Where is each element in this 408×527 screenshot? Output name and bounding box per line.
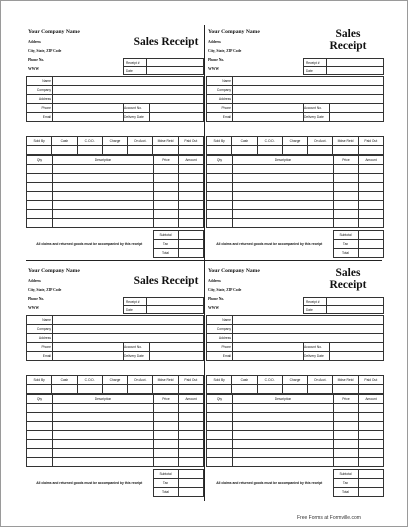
totals-table (206, 230, 384, 258)
address-label: Address (27, 334, 53, 343)
on-account-header: On Acct. (128, 376, 153, 385)
date-field[interactable] (123, 66, 204, 75)
tax-field[interactable] (358, 240, 384, 249)
table-row (27, 183, 204, 192)
payment-cell[interactable] (27, 385, 52, 394)
name-field[interactable] (53, 316, 204, 325)
table-row (207, 449, 384, 458)
delivery-date-label: Delivery Date (304, 352, 330, 361)
subtotal-label: Subtotal (153, 470, 178, 479)
email-field[interactable] (53, 113, 124, 122)
tax-field[interactable] (178, 479, 204, 488)
payment-cell[interactable] (52, 146, 77, 155)
payment-cell[interactable] (232, 385, 257, 394)
total-label: Total (153, 488, 178, 497)
address-label: Address (207, 95, 233, 104)
amount-header: Amount (359, 156, 384, 165)
table-row (27, 449, 204, 458)
account-no-label: Account No. (304, 343, 330, 352)
phone-field[interactable] (53, 104, 124, 113)
name-label: Name (27, 316, 53, 325)
table-row (27, 201, 204, 210)
delivery-date-field[interactable] (150, 352, 204, 361)
total-field[interactable] (358, 488, 384, 497)
account-no-field[interactable] (330, 104, 384, 113)
account-no-label: Account No. (124, 104, 150, 113)
company-www: WWW (28, 306, 40, 310)
charge-header: Charge (282, 376, 307, 385)
name-field[interactable] (233, 77, 384, 86)
mdse-retd-header: Mdse Retd (333, 137, 358, 146)
company-www: WWW (28, 67, 40, 71)
address-field[interactable] (53, 334, 204, 343)
payment-cell[interactable] (153, 146, 178, 155)
account-no-label: Account No. (304, 104, 330, 113)
sold-by-header: Sold By (27, 376, 52, 385)
amount-header: Amount (179, 156, 204, 165)
subtotal-field[interactable] (358, 231, 384, 240)
company-field[interactable] (233, 325, 384, 334)
cash-header: Cash (52, 376, 77, 385)
tax-label: Tax (333, 479, 358, 488)
payment-table (206, 375, 384, 394)
receipt-bottom-right (206, 264, 384, 499)
payment-cell[interactable] (333, 385, 358, 394)
payment-cell[interactable] (282, 146, 307, 155)
table-row (27, 404, 204, 413)
company-city-state-zip: City, State, ZIP Code (28, 288, 62, 292)
receipt-number-label: Receipt # (126, 300, 140, 304)
table-row (27, 174, 204, 183)
date-field[interactable] (123, 305, 204, 314)
address-field[interactable] (53, 95, 204, 104)
subtotal-label: Subtotal (153, 231, 178, 240)
company-name: Your Company Name (28, 268, 80, 274)
payment-cell[interactable] (77, 146, 102, 155)
price-header: Price (154, 395, 179, 404)
horizontal-divider (26, 260, 382, 261)
customer-info-table (206, 315, 384, 361)
description-header: Description (53, 156, 154, 165)
payment-cell[interactable] (232, 146, 257, 155)
account-no-field[interactable] (150, 343, 204, 352)
receipt-title: Sales Receipt (329, 267, 367, 291)
delivery-date-field[interactable] (150, 113, 204, 122)
table-row (27, 165, 204, 174)
company-label: Company (27, 86, 53, 95)
sold-by-header: Sold By (207, 376, 232, 385)
company-name: Your Company Name (28, 29, 80, 35)
tax-label: Tax (333, 240, 358, 249)
receipt-number-label: Receipt # (306, 300, 320, 304)
receipt-title: Sales Receipt (133, 36, 199, 48)
payment-cell[interactable] (77, 385, 102, 394)
table-row (207, 192, 384, 201)
company-name: Your Company Name (208, 268, 260, 274)
table-row (207, 422, 384, 431)
table-row (207, 201, 384, 210)
price-header: Price (154, 156, 179, 165)
receipt-top-left (26, 25, 204, 260)
cod-header: C.O.D. (257, 376, 282, 385)
receipt-top-right (206, 25, 384, 260)
totals-table (26, 469, 204, 497)
table-row (27, 458, 204, 467)
description-header: Description (53, 395, 154, 404)
amount-header: Amount (179, 395, 204, 404)
receipt-number-label: Receipt # (126, 61, 140, 65)
subtotal-label: Subtotal (333, 231, 358, 240)
email-field[interactable] (233, 352, 304, 361)
table-row (27, 431, 204, 440)
sold-by-header: Sold By (27, 137, 52, 146)
table-row (27, 219, 204, 228)
name-label: Name (207, 77, 233, 86)
payment-cell[interactable] (308, 146, 333, 155)
total-label: Total (333, 249, 358, 258)
customer-info-table (26, 315, 204, 361)
charge-header: Charge (102, 137, 127, 146)
payment-cell[interactable] (358, 385, 383, 394)
qty-header: Qty (27, 156, 53, 165)
subtotal-label: Subtotal (333, 470, 358, 479)
cash-header: Cash (232, 376, 257, 385)
company-city-state-zip: City, State, ZIP Code (208, 288, 242, 292)
phone-field[interactable] (53, 343, 124, 352)
mdse-retd-header: Mdse Retd (153, 376, 178, 385)
phone-label: Phone (207, 343, 233, 352)
total-field[interactable] (358, 249, 384, 258)
table-row (207, 458, 384, 467)
totals-table (206, 469, 384, 497)
account-no-field[interactable] (150, 104, 204, 113)
company-city-state-zip: City, State, ZIP Code (208, 49, 242, 53)
company-label: Company (207, 325, 233, 334)
company-label: Company (207, 86, 233, 95)
company-address: Address (28, 279, 41, 283)
items-table (26, 394, 204, 467)
name-label: Name (207, 316, 233, 325)
table-row (27, 192, 204, 201)
total-field[interactable] (178, 488, 204, 497)
table-row (27, 422, 204, 431)
paid-out-header: Paid Out (178, 376, 203, 385)
delivery-date-field[interactable] (330, 352, 384, 361)
paid-out-header: Paid Out (358, 137, 383, 146)
table-row (27, 413, 204, 422)
qty-header: Qty (207, 395, 233, 404)
company-phone: Phone No. (208, 297, 225, 301)
mdse-retd-header: Mdse Retd (333, 376, 358, 385)
company-phone: Phone No. (208, 58, 225, 62)
table-row (207, 219, 384, 228)
items-table (206, 155, 384, 228)
receipt-title: Sales Receipt (329, 28, 367, 52)
payment-cell[interactable] (308, 385, 333, 394)
charge-header: Charge (102, 376, 127, 385)
payment-cell[interactable] (102, 385, 127, 394)
table-row (207, 210, 384, 219)
price-header: Price (334, 156, 359, 165)
payment-cell[interactable] (27, 146, 52, 155)
mdse-retd-header: Mdse Retd (153, 137, 178, 146)
payment-cell[interactable] (128, 385, 153, 394)
receipt-title: Sales Receipt (133, 275, 199, 287)
description-header: Description (233, 395, 334, 404)
phone-field[interactable] (233, 343, 304, 352)
claims-note: All claims and returned goods must be accompanied by this receipt (216, 480, 323, 485)
email-label: Email (207, 113, 233, 122)
company-city-state-zip: City, State, ZIP Code (28, 49, 62, 53)
receipt-number-label: Receipt # (306, 61, 320, 65)
footer-credit: Free Forms at Formville.com (297, 515, 361, 521)
phone-field[interactable] (233, 104, 304, 113)
subtotal-field[interactable] (178, 470, 204, 479)
date-label: Date (126, 308, 133, 312)
date-label: Date (306, 69, 313, 73)
payment-table (206, 136, 384, 155)
customer-info-table (206, 76, 384, 122)
payment-cell[interactable] (52, 385, 77, 394)
payment-cell[interactable] (282, 385, 307, 394)
payment-cell[interactable] (257, 146, 282, 155)
cash-header: Cash (232, 137, 257, 146)
name-field[interactable] (233, 316, 384, 325)
amount-header: Amount (359, 395, 384, 404)
subtotal-field[interactable] (358, 470, 384, 479)
email-label: Email (207, 352, 233, 361)
name-label: Name (27, 77, 53, 86)
payment-cell[interactable] (257, 385, 282, 394)
phone-label: Phone (27, 343, 53, 352)
tax-label: Tax (153, 479, 178, 488)
company-phone: Phone No. (28, 297, 45, 301)
paid-out-header: Paid Out (358, 376, 383, 385)
qty-header: Qty (27, 395, 53, 404)
delivery-date-label: Delivery Date (124, 352, 150, 361)
table-row (27, 210, 204, 219)
delivery-date-label: Delivery Date (124, 113, 150, 122)
total-label: Total (333, 488, 358, 497)
charge-header: Charge (282, 137, 307, 146)
on-account-header: On Acct. (128, 137, 153, 146)
sold-by-header: Sold By (207, 137, 232, 146)
tax-label: Tax (153, 240, 178, 249)
address-label: Address (207, 334, 233, 343)
date-field[interactable] (303, 305, 384, 314)
totals-table (26, 230, 204, 258)
company-address: Address (208, 40, 221, 44)
payment-table (26, 375, 204, 394)
items-table (206, 394, 384, 467)
payment-cell[interactable] (153, 385, 178, 394)
company-address: Address (208, 279, 221, 283)
claims-note: All claims and returned goods must be accompanied by this receipt (36, 241, 143, 246)
on-account-header: On Acct. (308, 376, 333, 385)
email-field[interactable] (53, 352, 124, 361)
on-account-header: On Acct. (308, 137, 333, 146)
table-row (207, 165, 384, 174)
payment-cell[interactable] (128, 146, 153, 155)
tax-field[interactable] (358, 479, 384, 488)
company-label: Company (27, 325, 53, 334)
email-label: Email (27, 113, 53, 122)
receipt-bottom-left (26, 264, 204, 499)
company-field[interactable] (233, 86, 384, 95)
delivery-date-field[interactable] (330, 113, 384, 122)
cod-header: C.O.D. (77, 376, 102, 385)
table-row (207, 183, 384, 192)
account-no-label: Account No. (124, 343, 150, 352)
address-field[interactable] (233, 334, 384, 343)
company-address: Address (28, 40, 41, 44)
address-field[interactable] (233, 95, 384, 104)
items-table (26, 155, 204, 228)
table-row (207, 404, 384, 413)
customer-info-table (26, 76, 204, 122)
subtotal-field[interactable] (178, 231, 204, 240)
payment-cell[interactable] (178, 146, 203, 155)
company-www: WWW (208, 67, 220, 71)
cod-header: C.O.D. (257, 137, 282, 146)
tax-field[interactable] (178, 240, 204, 249)
claims-note: All claims and returned goods must be accompanied by this receipt (36, 480, 143, 485)
date-label: Date (126, 69, 133, 73)
phone-label: Phone (27, 104, 53, 113)
description-header: Description (233, 156, 334, 165)
payment-cell[interactable] (358, 146, 383, 155)
phone-label: Phone (207, 104, 233, 113)
date-label: Date (306, 308, 313, 312)
company-field[interactable] (53, 325, 204, 334)
account-no-field[interactable] (330, 343, 384, 352)
company-name: Your Company Name (208, 29, 260, 35)
paid-out-header: Paid Out (178, 137, 203, 146)
table-row (207, 174, 384, 183)
company-phone: Phone No. (28, 58, 45, 62)
payment-cell[interactable] (102, 146, 127, 155)
table-row (207, 431, 384, 440)
qty-header: Qty (207, 156, 233, 165)
address-label: Address (27, 95, 53, 104)
cash-header: Cash (52, 137, 77, 146)
price-header: Price (334, 395, 359, 404)
table-row (207, 413, 384, 422)
payment-table (26, 136, 204, 155)
delivery-date-label: Delivery Date (304, 113, 330, 122)
email-field[interactable] (233, 113, 304, 122)
date-field[interactable] (303, 66, 384, 75)
claims-note: All claims and returned goods must be accompanied by this receipt (216, 241, 323, 246)
email-label: Email (27, 352, 53, 361)
payment-cell[interactable] (333, 146, 358, 155)
table-row (207, 440, 384, 449)
total-label: Total (153, 249, 178, 258)
payment-cell[interactable] (207, 385, 232, 394)
cod-header: C.O.D. (77, 137, 102, 146)
company-field[interactable] (53, 86, 204, 95)
payment-cell[interactable] (178, 385, 203, 394)
vertical-divider (204, 25, 205, 501)
table-row (27, 440, 204, 449)
company-www: WWW (208, 306, 220, 310)
total-field[interactable] (178, 249, 204, 258)
payment-cell[interactable] (207, 146, 232, 155)
name-field[interactable] (53, 77, 204, 86)
